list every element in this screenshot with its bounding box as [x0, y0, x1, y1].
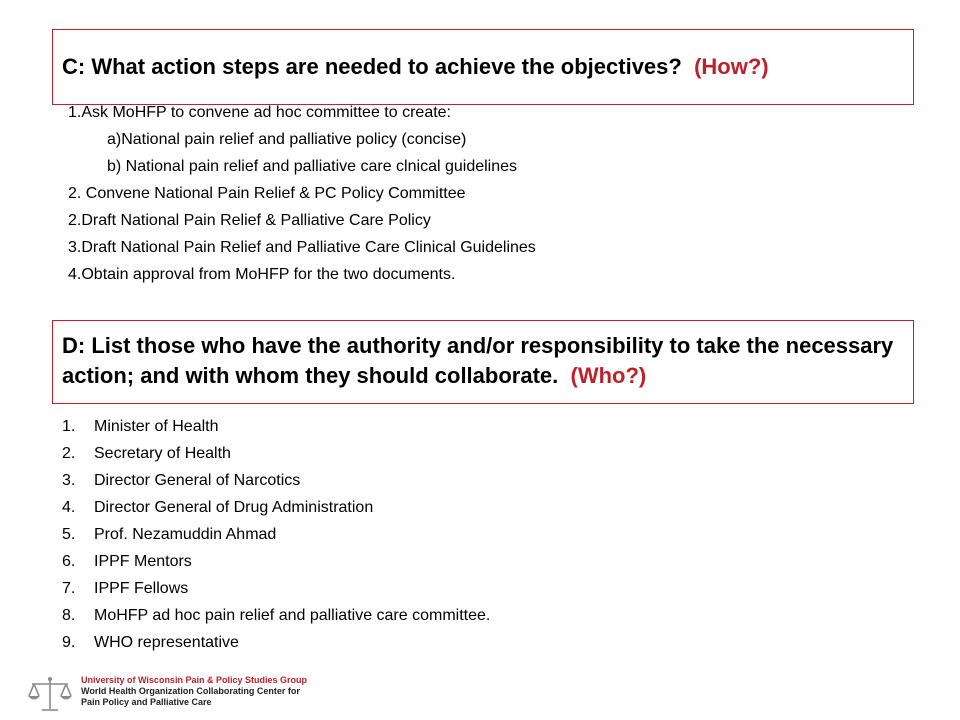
list-item: 1.Ask MoHFP to convene ad hoc committee to create:	[68, 104, 451, 121]
section-c-title	[62, 52, 903, 82]
section-c-action-steps-list	[68, 99, 536, 288]
list-item-number: 1.	[62, 418, 76, 435]
list-item-text: Minister of Health	[94, 418, 219, 435]
list-item-text: Secretary of Health	[94, 445, 231, 462]
section-d-title-accent: (Who?)	[570, 363, 647, 388]
list-item	[62, 521, 490, 548]
section-c-title-accent: (How?)	[694, 54, 769, 79]
list-item: 3.Draft National Pain Relief and Palliative Care Clinical Guidelines	[68, 239, 536, 256]
footer-org-name: University of Wisconsin Pain & Policy Studies Group	[81, 675, 307, 685]
footer	[26, 672, 386, 716]
footer-center-focus: Pain Policy and Palliative Care	[81, 697, 212, 707]
list-item-number: 4.	[62, 499, 76, 516]
list-item: a)National pain relief and palliative policy (concise)	[107, 131, 467, 148]
list-item	[62, 629, 490, 656]
section-c-title-text: C: What action steps are needed to achieve the objectives?	[62, 54, 682, 79]
list-item	[62, 467, 490, 494]
list-item: 2.Draft National Pain Relief & Palliative Care Policy	[68, 212, 431, 229]
list-item	[62, 413, 490, 440]
list-item-number: 5.	[62, 526, 76, 543]
list-item	[62, 494, 490, 521]
section-d-stakeholders-list	[62, 413, 490, 656]
list-item-number: 9.	[62, 634, 76, 651]
list-item-text: IPPF Mentors	[94, 553, 192, 570]
list-item-number: 8.	[62, 607, 76, 624]
section-d-title-text: D: List those who have the authority and/or responsibility to take the necessary action; and with whom they should collaborate.	[62, 333, 894, 388]
list-item	[62, 548, 490, 575]
list-item-text: IPPF Fellows	[94, 580, 189, 597]
section-d-header-box	[52, 320, 914, 404]
footer-who-center: World Health Organization Collaborating Center for	[81, 686, 300, 696]
list-item: b) National pain relief and palliative care clnical guidelines	[107, 158, 518, 175]
list-item	[62, 602, 490, 629]
list-item-number: 7.	[62, 580, 76, 597]
list-item-text: Prof. Nezamuddin Ahmad	[94, 526, 277, 543]
list-item: 2. Convene National Pain Relief & PC Policy Committee	[68, 185, 466, 202]
scales-of-justice-icon	[26, 676, 74, 714]
section-c-header-box	[52, 29, 914, 105]
list-item-number: 6.	[62, 553, 76, 570]
list-item-number: 3.	[62, 472, 76, 489]
list-item-text: WHO representative	[94, 634, 239, 651]
section-d-title	[62, 331, 903, 391]
list-item-text: Director General of Drug Administration	[94, 499, 374, 516]
list-item: 4.Obtain approval from MoHFP for the two documents.	[68, 266, 456, 283]
list-item-text: Director General of Narcotics	[94, 472, 301, 489]
list-item	[62, 440, 490, 467]
list-item	[62, 575, 490, 602]
footer-text	[81, 675, 307, 708]
list-item-number: 2.	[62, 445, 76, 462]
list-item-text: MoHFP ad hoc pain relief and palliative care committee.	[94, 607, 491, 624]
